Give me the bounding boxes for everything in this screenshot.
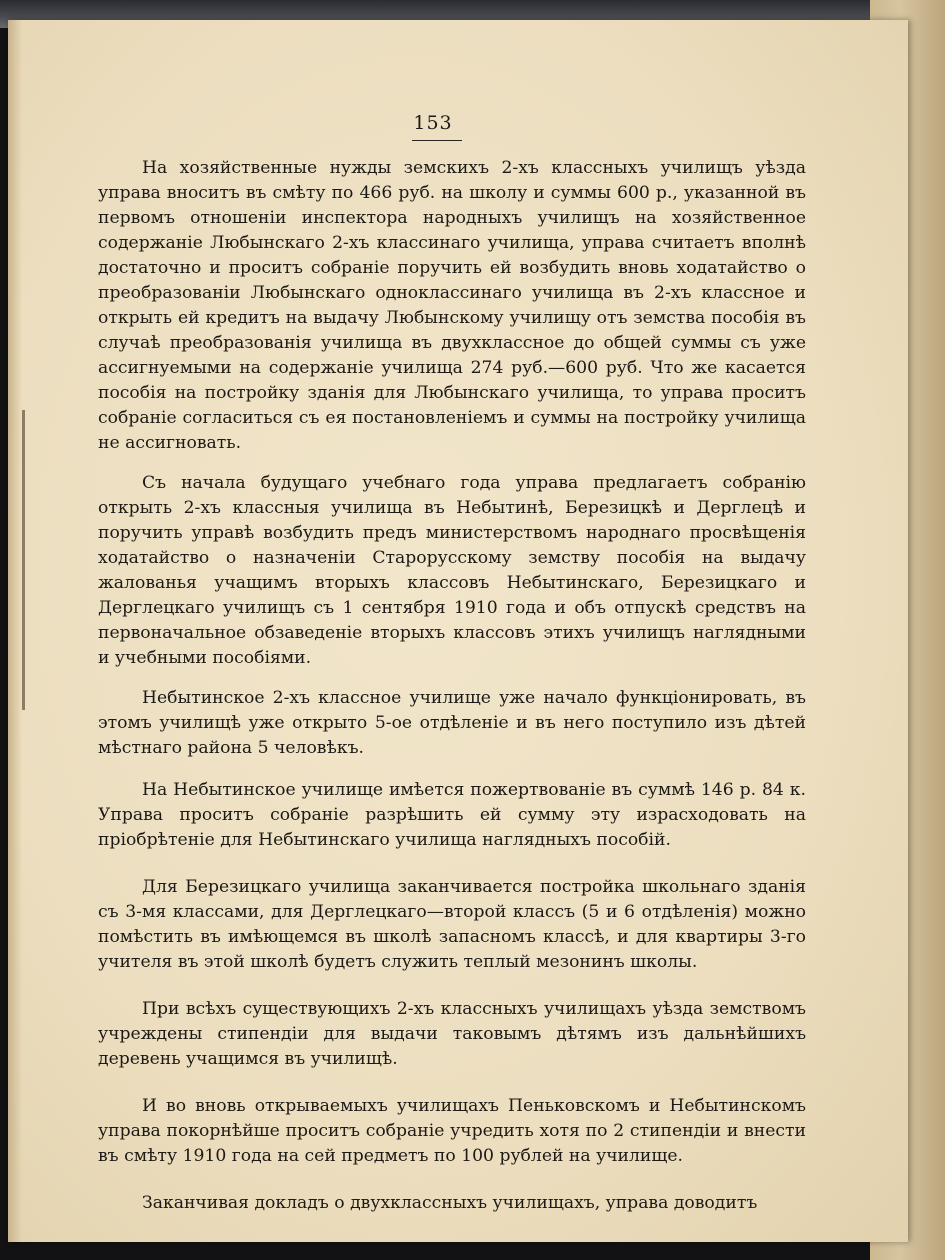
paragraph-5: Для Березицкаго училища заканчивается постройка школьнаго зданія съ 3-мя классами, для Дерглецкаго—второй классъ (5 и 6 отдѣленія) можно помѣстить въ имѣющемся въ школѣ запасномъ классѣ, и для квартиры 3-го учителя въ этой школѣ будетъ служить теплый мезонинъ школы. [98,877,806,972]
binding-thread-mark [22,410,25,710]
page-gutter-shadow [8,20,22,1242]
paragraph-6: При всѣхъ существующихъ 2-хъ классныхъ училищахъ уѣзда земствомъ учреждены стипендіи для выдачи таковымъ дѣтямъ изъ дальнѣйшихъ деревень учащимся въ училищѣ. [98,999,806,1069]
paragraph-3: Небытинское 2-хъ классное училище уже начало функціонировать, въ этомъ училищѣ уже открыто 5-ое отдѣленіе и въ него поступило изъ дѣтей мѣстнаго района 5 человѣкъ. [98,688,806,758]
paragraph-4: На Небытинское училище имѣется пожертвованіе въ суммѣ 146 р. 84 к. Управа проситъ собраніе разрѣшить ей сумму эту израсходовать на пріобрѣтеніе для Небытинскаго училища наглядныхъ пособій. [98,780,806,850]
page-number: 153 [413,112,453,134]
paragraph-8: Заканчивая докладъ о двухклассныхъ училищахъ, управа доводитъ [142,1193,758,1213]
page-number-rule [412,140,462,141]
paragraph-2: Съ начала будущаго учебнаго года управа предлагаетъ собранію открыть 2-хъ классныя училища въ Небытинѣ, Березицкѣ и Дерглецѣ и поручить управѣ возбудить предъ министерствомъ народнаго просвѣщенія ходатайство о назначеніи Старорусскому земству пособія на выдачу жалованья учащимъ вторыхъ классовъ Небытинскаго, Березицкаго и Дерглецкаго училищъ съ 1 сентября 1910 года и объ отпускѣ средствъ на первоначальное обзаведеніе вторыхъ классовъ этихъ училищъ наглядными и учебными пособіями. [98,473,806,668]
paragraph-1: На хозяйственные нужды земскихъ 2-хъ классныхъ училищъ уѣзда управа вноситъ въ смѣту по 466 руб. на школу и суммы 600 р., указанной въ первомъ отношеніи инспектора народныхъ училищъ на хозяйственное содержаніе Любынскаго 2-хъ классинаго училища, управа считаетъ вполнѣ достаточно и проситъ собраніе поручить ей возбудить вновь ходатайство о преобразованіи Любынскаго одноклассинаго училища въ 2-хъ классное и открыть ей кредитъ на выдачу Любынскому училищу отъ земства пособія въ случаѣ преобразованія училища въ двухклассное до общей суммы съ уже ассигнуемыми на содержаніе училища 274 руб.—600 руб. Что же касается пособія на постройку зданія для Любынскаго училища, то управа проситъ собраніе согласиться съ ея постановленіемъ и суммы на постройку училища не ассигновать. [98,158,806,453]
body-text [98,156,806,1233]
paragraph-7: И во вновь открываемыхъ училищахъ Пеньковскомъ и Небытинскомъ управа покорнѣйше проситъ собраніе учредить хотя по 2 стипендіи и внести въ смѣту 1910 года на сей предметъ по 100 рублей на училище. [98,1096,806,1166]
